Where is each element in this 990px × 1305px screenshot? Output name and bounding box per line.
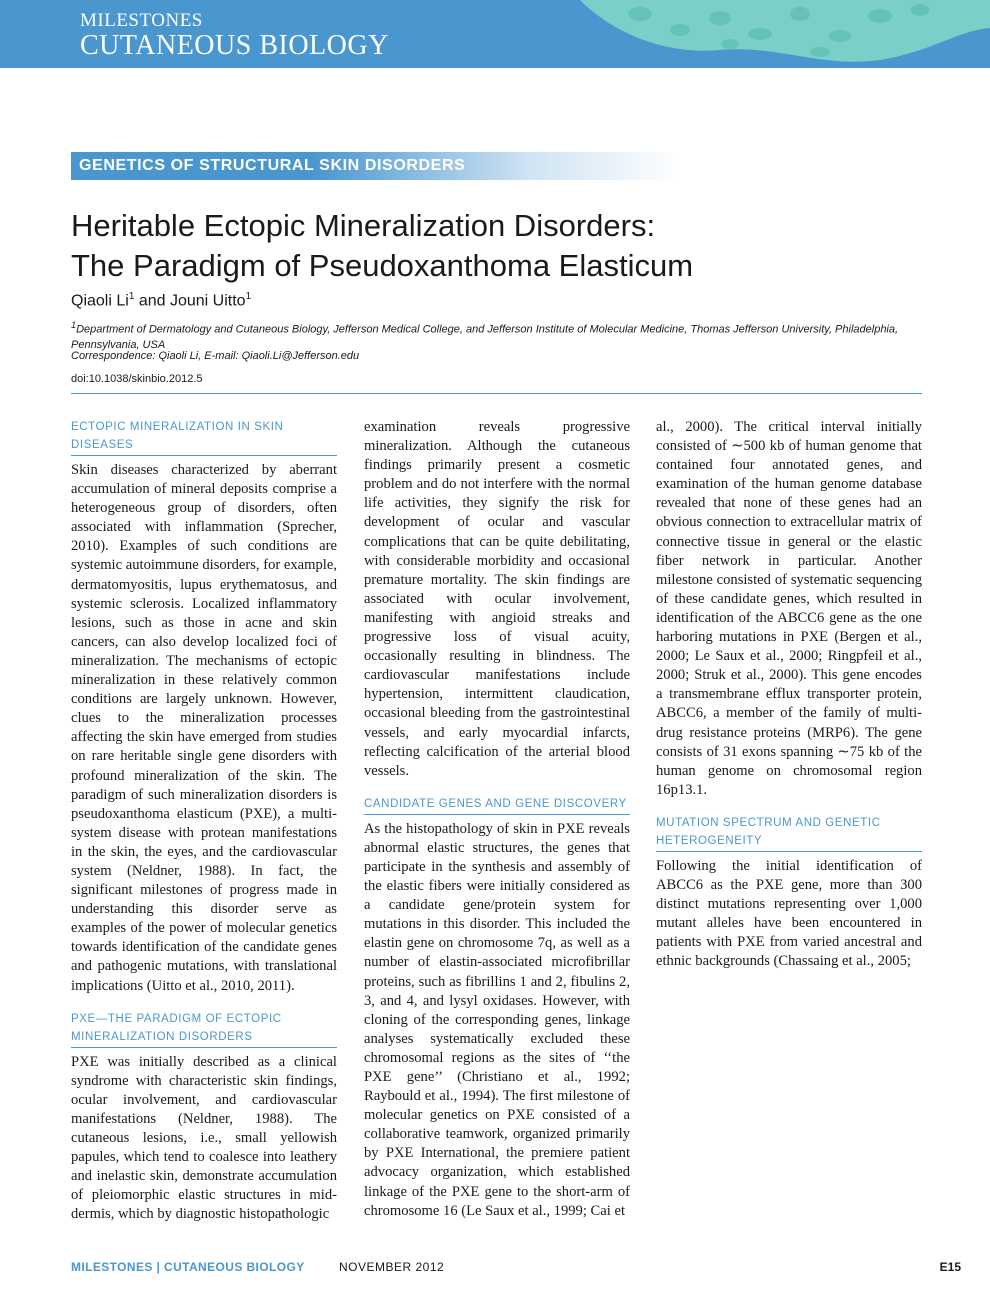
correspondence: Correspondence: Qiaoli Li, E-mail: Qiaoli.Li@Jefferson.edu (71, 350, 360, 362)
paragraph-pxe-continued: examination reveals progressive mineralization. Although the cutaneous findings primarily present a cosmetic problem and do not interfere with the normal life activities, they signify the risk for development of ocular and vascular complications that can be quite debilitating, with considerable morbidity and occasional premature mortality. The skin findings are associated with ocular involvement, manifesting with angioid streaks and progressive loss of visual acuity, occasionally resulting in blindness. The cardiovascular manifestations include hypertension, intermittent claudication, occasional bleeding from the gastrointestinal vessels, and early myocardial infarcts, reflecting calcification of the arterial blood vessels. (364, 419, 630, 779)
column-1 (71, 418, 337, 1224)
journal-banner (0, 0, 990, 68)
paragraph-pxe: PXE was initially described as a clinical syndrome with characteristic skin findings, ocular involvement, and cardiovascular manifestations (Neldner, 1988). The cutaneous lesions, i.e., small yellowish papules, which tend to coalesce into leathery and inelastic skin, demonstrate accumulation of pleiomorphic elastic structures in mid-dermis, which by diagnostic histopathologic (71, 1053, 337, 1223)
brand-cutaneous-biology: CUTANEOUS BIOLOGY (80, 30, 389, 61)
paragraph-mutation-spectrum: Following the initial identification of ABCC6 as the PXE gene, more than 300 distinct mutations representing over 1,000 mutant alleles have been encountered in patients with PXE from varied ancestral and ethnic backgrounds (Chassaing et al., 2005; (656, 857, 922, 970)
section-label: GENETICS OF STRUCTURAL SKIN DISORDERS (79, 157, 466, 174)
author-2-sup: 1 (245, 291, 252, 302)
authors (71, 291, 251, 310)
author-1: Qiaoli Li (71, 292, 129, 310)
column-2 (364, 418, 630, 1221)
page-number: E15 (939, 1260, 961, 1274)
heading-pxe-paradigm: PXE—THE PARADIGM OF ECTOPIC MINERALIZATION DISORDERS (71, 1010, 337, 1048)
section-band (71, 152, 681, 180)
column-3 (656, 418, 922, 971)
heading-candidate-genes: CANDIDATE GENES AND GENE DISCOVERY (364, 795, 630, 815)
title-line-2: The Paradigm of Pseudoxanthoma Elasticum (71, 248, 694, 283)
article-title (71, 206, 931, 286)
affiliation-sup: 1 (71, 320, 77, 330)
paragraph-candidate-genes: As the histopathology of skin in PXE reveals abnormal elastic structures, the genes that participate in the synthesis and assembly of the elastic fibers were initially considered as a candidate gene/protein system for mutations in this disorder. This included the elastin gene on chromosome 7q, as well as a number of elastin-associated microfibrillar proteins, such as fibrillins 1 and 2, fibulins 2, 3, and 4, and lysyl oxidases. However, with cloning of the corresponding genes, linkage analyses systematically excluded these chromosomal regions as the sites of ‘‘the PXE gene’’ (Christiano et al., 1992; Raybould et al., 1994). The first milestone of molecular genetics on PXE consisted of a collaborative teamwork, organized primarily by PXE International, the premiere patient advocacy organization, which established linkage of the PXE gene to the short-arm of chromosome 16 (Le Saux et al., 1999; Cai et (364, 820, 630, 1219)
cell-pattern-decoration (520, 0, 990, 68)
doi: doi:10.1038/skinbio.2012.5 (71, 373, 203, 385)
title-line-1: Heritable Ectopic Mineralization Disorders: (71, 208, 656, 243)
footer-brand: MILESTONES | CUTANEOUS BIOLOGY (71, 1260, 305, 1274)
heading-ectopic-mineralization: ECTOPIC MINERALIZATION IN SKIN DISEASES (71, 418, 337, 456)
author-1-sup: 1 (128, 291, 135, 302)
brand-milestones: MILESTONES (80, 10, 203, 31)
header-rule (71, 393, 922, 394)
affiliation (71, 318, 931, 353)
author-2: and Jouni Uitto (134, 292, 246, 310)
heading-mutation-spectrum: MUTATION SPECTRUM AND GENETIC HETEROGENEITY (656, 814, 922, 852)
paragraph-candidate-genes-continued: al., 2000). The critical interval initially consisted of ∼500 kb of human genome that contained four annotated genes, and examination of the human genome database revealed that none of these genes had an obvious connection to extracellular matrix of connective tissue in general or the elastic fiber network in particular. Another milestone consisted of systematic sequencing of these candidate genes, which resulted in identification of the ABCC6 gene as the one harboring mutations in PXE (Bergen et al., 2000; Le Saux et al., 2000; Ringpfeil et al., 2000; Struk et al., 2000). This gene encodes a transmembrane efflux transporter protein, ABCC6, a member of the family of multi-drug resistance proteins (MRP6). The gene consists of 31 exons spanning ∼75 kb of the human genome on chromosomal region 16p13.1. (656, 419, 922, 798)
paragraph-intro: Skin diseases characterized by aberrant accumulation of mineral deposits comprise a heterogeneous group of disorders, often associated with inflammation (Sprecher, 2010). Examples of such conditions are systemic autoimmune disorders, for example, dermatomyositis, lupus erythematosus, and systemic sclerosis. Localized inflammatory lesions, such as those in acne and skin cancers, can also develop localized foci of mineralization. The mechanisms of ectopic mineralization in these relatively common conditions are largely unknown. However, clues to the mineralization processes affecting the skin have emerged from studies on rare heritable single gene disorders with profound mineralization of the skin. The paradigm of such mineralization disorders is pseudoxanthoma elasticum (PXE), a multi-system disease with protean manifestations in the skin, the eyes, and the cardiovascular system (Neldner, 1988). In fact, the significant milestones of progress made in understanding this disorder serve as examples of the power of molecular genetics towards identification of the candidate genes and pathogenic mutations, with translational implications (Uitto et al., 2010, 2011). (71, 462, 337, 994)
affiliation-text: Department of Dermatology and Cutaneous Biology, Jefferson Medical College, and Jefferson Institute of Molecular Medicine, Thomas Jefferson University, Philadelphia, Pennsylvania, USA (71, 323, 899, 351)
footer-date: NOVEMBER 2012 (339, 1260, 445, 1274)
